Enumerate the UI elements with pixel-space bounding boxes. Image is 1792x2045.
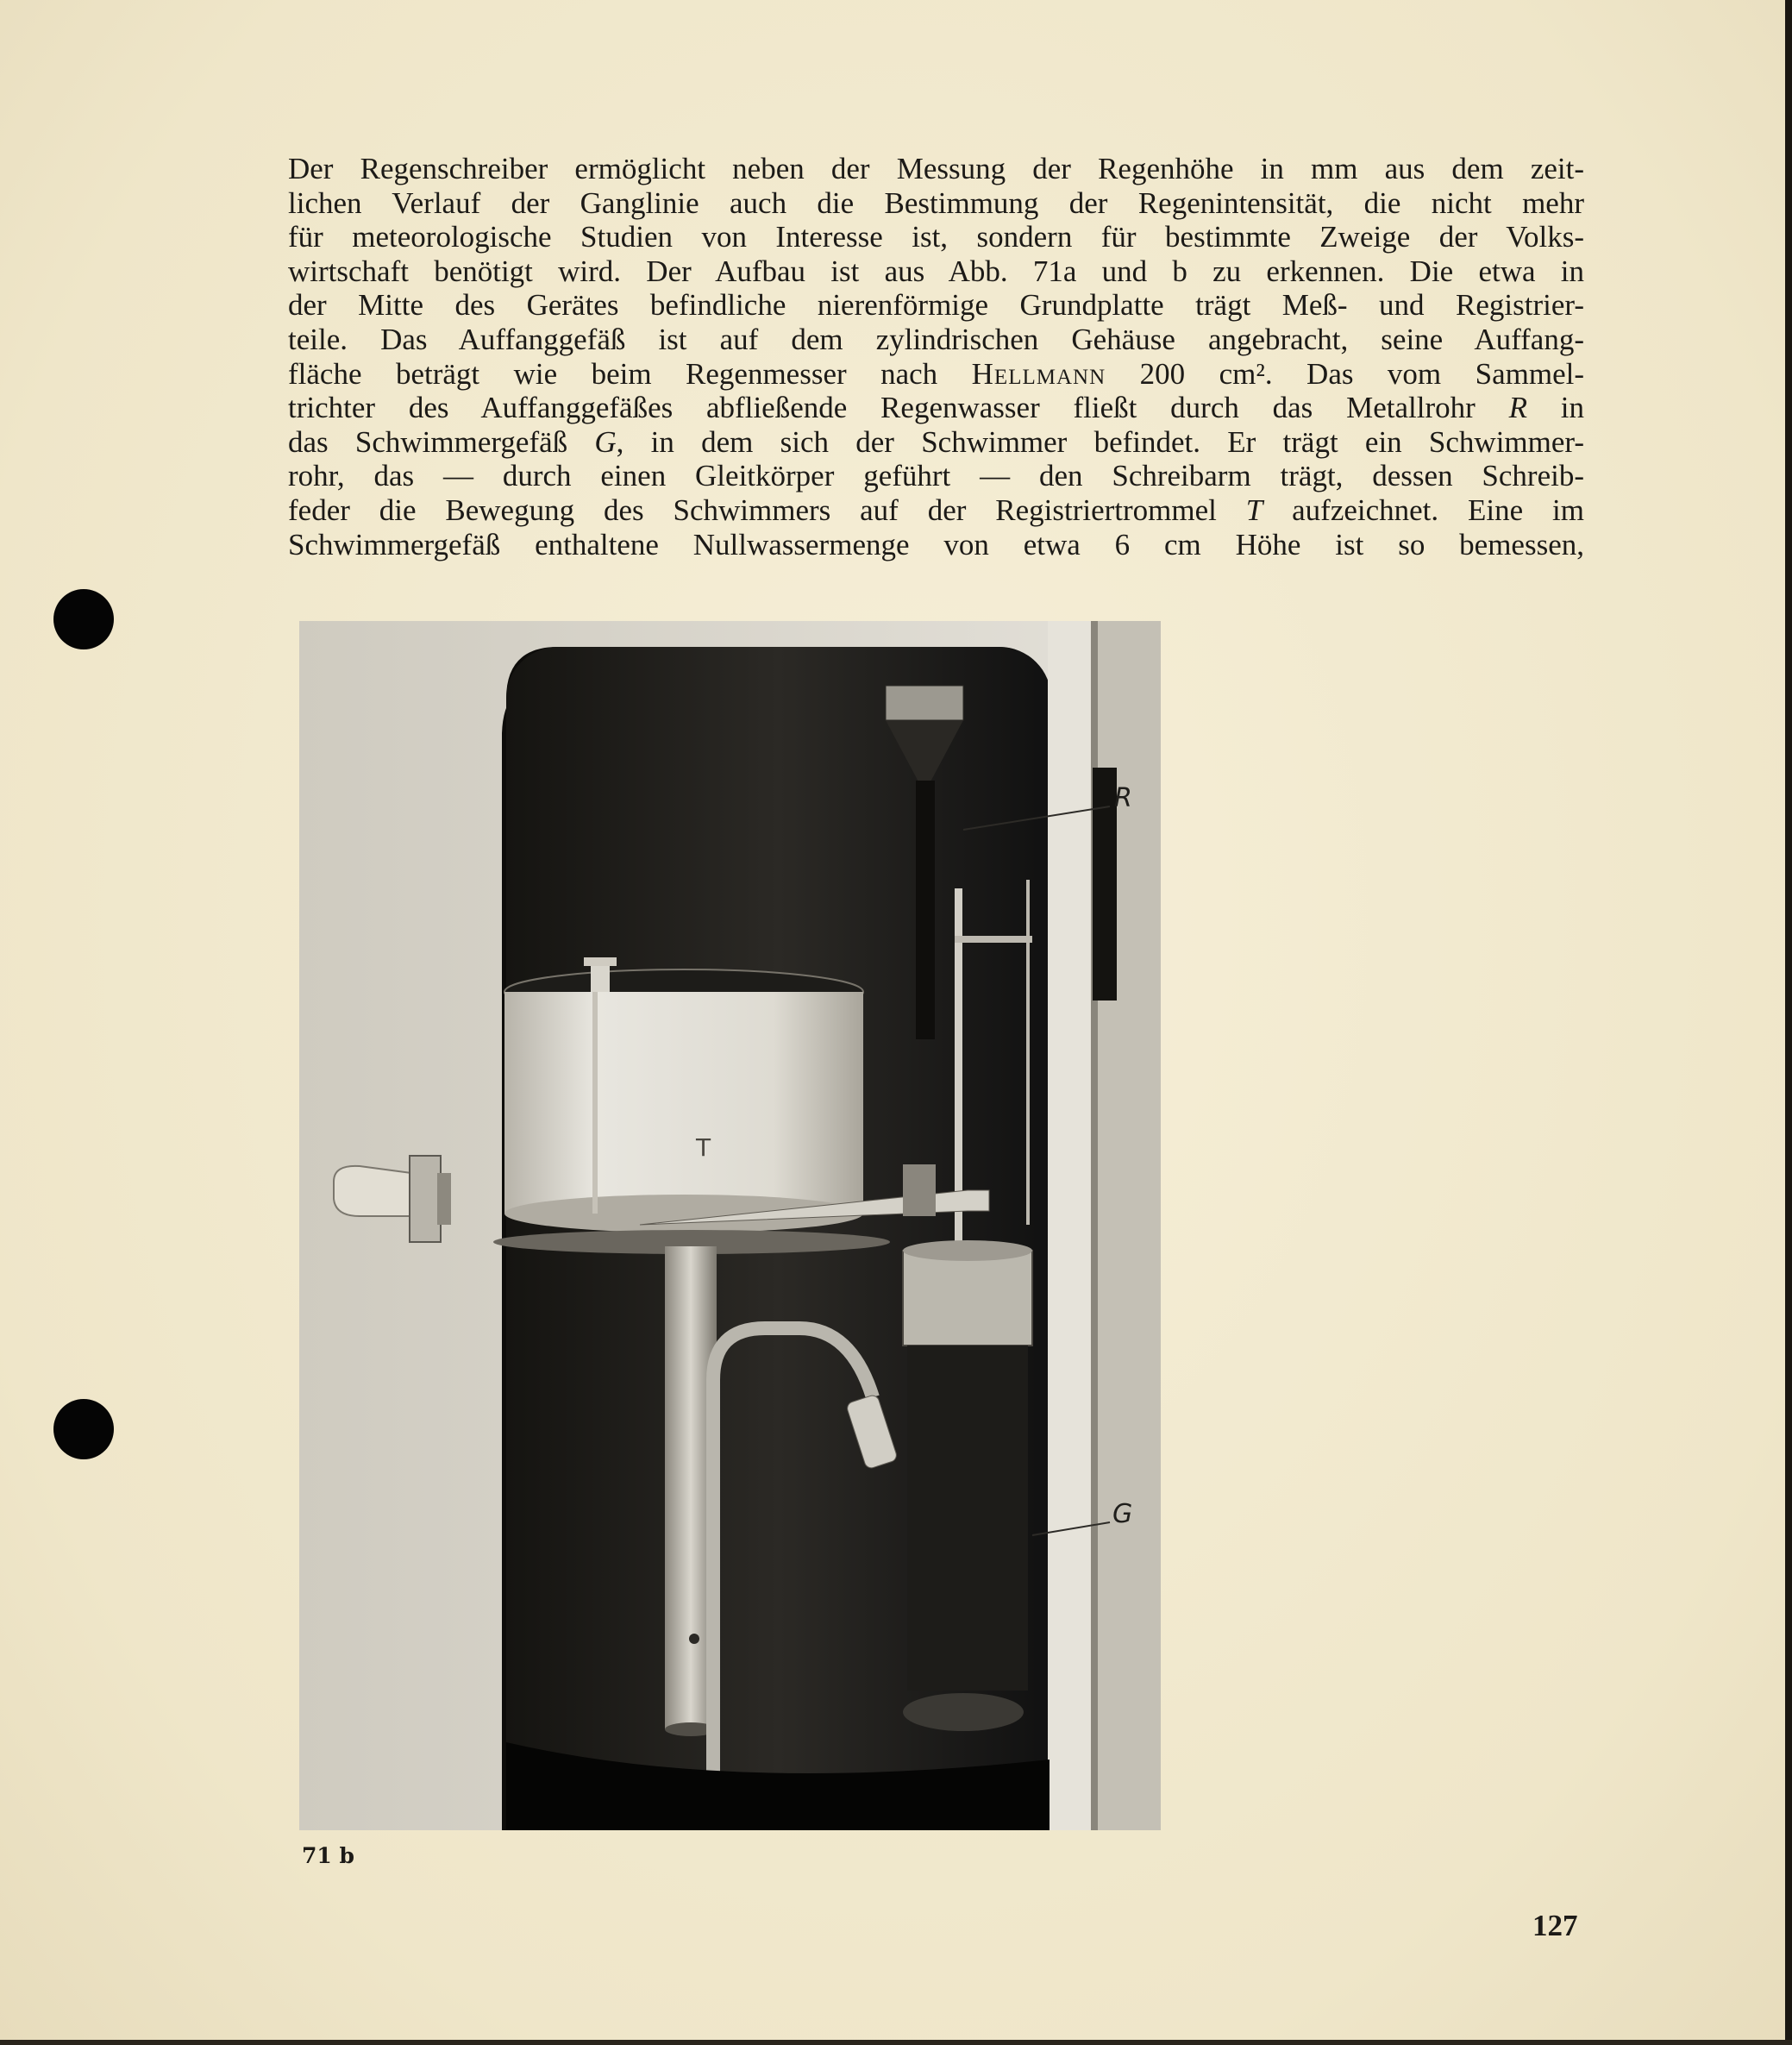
metal-pipe-r xyxy=(916,781,935,1039)
text-segment: 200 cm². Das vom Sammel- xyxy=(1106,356,1584,391)
door-hinge xyxy=(1093,768,1117,1001)
figure-caption: 71 b xyxy=(302,1843,354,1868)
recording-drum-t xyxy=(504,957,863,1233)
rain-gauge-photo xyxy=(299,621,1161,1830)
punch-hole-top xyxy=(53,589,114,649)
text-line: rohr, das — durch einen Gleitkörper geführt — den Schreibarm trägt, dessen Schreib- xyxy=(288,459,1584,493)
symbol-g: G xyxy=(594,424,617,459)
text-segment: aufzeichnet. Eine im xyxy=(1263,492,1584,527)
label-r: R xyxy=(1114,783,1132,813)
text-line xyxy=(288,425,1584,460)
text-line: der Mitte des Gerätes befindliche nierenförmige Grundplatte trägt Meß- und Registrier- xyxy=(288,288,1584,323)
text-line: für meteorologische Studien von Interesse ist, sondern für bestimmte Zweige der Volks- xyxy=(288,220,1584,254)
label-g: G xyxy=(1112,1499,1133,1529)
text-segment: trichter des Auffanggefäßes abfließende Regenwasser fließt durch das Metallrohr xyxy=(288,391,1476,425)
text-line: Schwimmergefäß enthaltene Nullwassermenge von etwa 6 cm Höhe ist so bemessen, xyxy=(288,527,1584,561)
text-line: lichen Verlauf der Ganglinie auch die Bestimmung der Regenintensität, die nicht mehr xyxy=(288,185,1584,220)
label-t: T xyxy=(696,1133,711,1162)
text-segment: , in dem sich der Schwimmer befindet. Er trägt ein Schwimmer- xyxy=(616,424,1584,459)
scan-edge-bottom xyxy=(0,2040,1792,2045)
symbol-r: R xyxy=(1508,391,1527,425)
text-line xyxy=(288,391,1584,425)
text-line xyxy=(288,493,1584,528)
scan-edge-right xyxy=(1785,0,1792,2045)
page-number: 127 xyxy=(1532,1909,1578,1942)
text-line: teile. Das Auffanggefäß ist auf dem zylindrischen Gehäuse angebracht, seine Auffang- xyxy=(288,322,1584,356)
author-name: Hellmann xyxy=(971,356,1106,391)
text-line: Der Regenschreiber ermöglicht neben der Messung der Regenhöhe in mm aus dem zeit- xyxy=(288,152,1584,185)
text-segment: das Schwimmergefäß xyxy=(288,424,568,459)
body-paragraph xyxy=(288,152,1584,561)
figure-photo xyxy=(299,621,1161,1830)
text-segment: feder die Bewegung des Schwimmers auf der Registriertrommel xyxy=(288,492,1217,527)
text-segment: in xyxy=(1526,391,1584,425)
text-line xyxy=(288,357,1584,392)
text-line: wirtschaft benötigt wird. Der Aufbau ist aus Abb. 71a und b zu erkennen. Die etwa in xyxy=(288,254,1584,288)
punch-hole-bottom xyxy=(53,1399,114,1459)
float-vessel-g xyxy=(903,1240,1032,1731)
symbol-t: T xyxy=(1245,492,1263,527)
text-segment: fläche beträgt wie beim Regenmesser nach xyxy=(288,356,938,391)
